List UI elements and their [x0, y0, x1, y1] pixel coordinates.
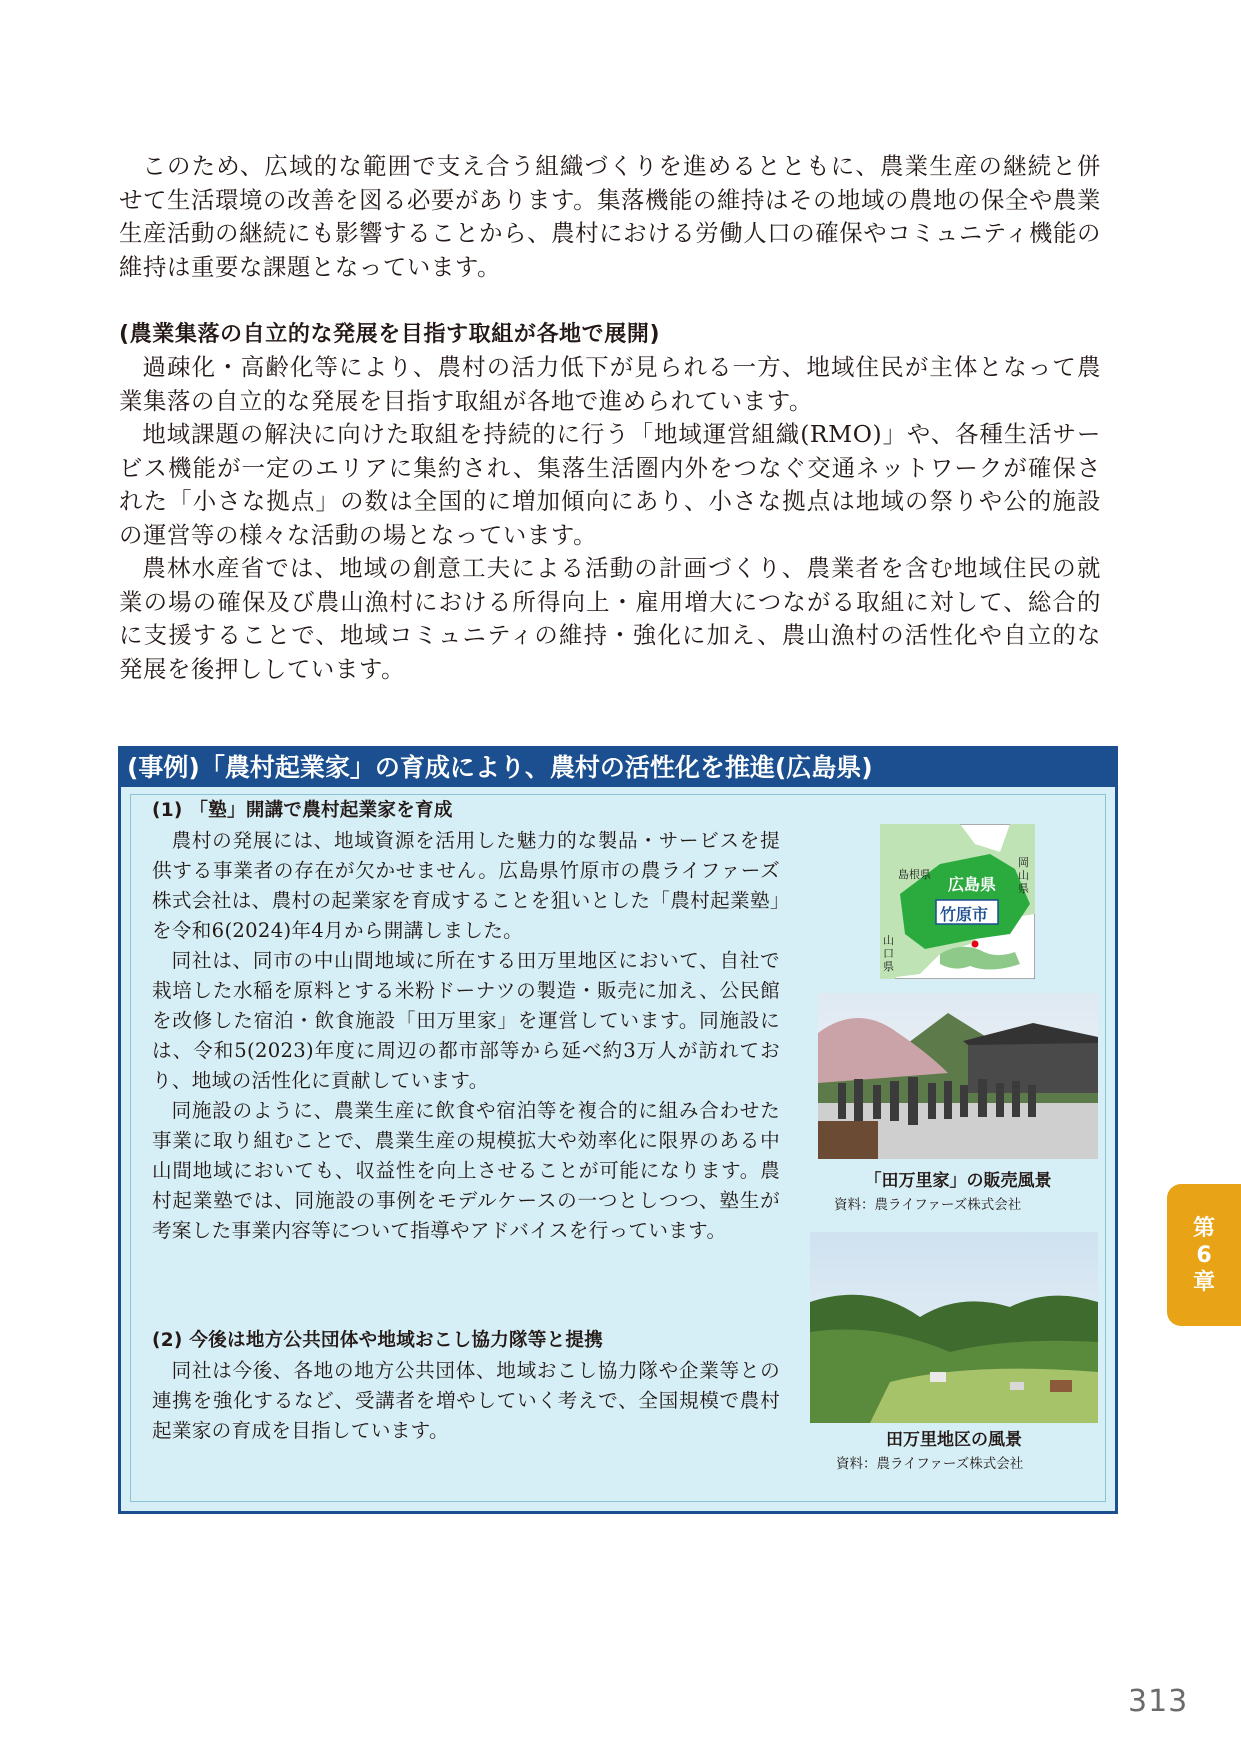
- intro-paragraph: このため、広域的な範囲で支え合う組織づくりを進めるとともに、農業生産の継続と併せて生活環境の改善を図る必要があります。集落機能の維持はその地域の農地の保全や農業生産活動の継続にも影響することから、農村における労働人口の確保やコミュニティ機能の維持は重要な課題となっています。: [119, 152, 1101, 281]
- photo-shop-scene: [818, 993, 1098, 1159]
- location-map: [880, 824, 1035, 979]
- case-title: (事例)「農村起業家」の育成により、農村の活性化を推進(広島県): [121, 749, 1115, 787]
- section-text: [119, 318, 1101, 686]
- case-paragraph-4: 同社は今後、各地の地方公共団体、地域おこし協力隊や企業等との連携を強化するなど、受講者を増やしていく考えで、全国規模で農村起業家の育成を目指しています。: [152, 1359, 780, 1442]
- photo-landscape: [810, 1232, 1098, 1423]
- case-subheading-1: (1) 「塾」開講で農村起業家を育成: [152, 800, 453, 821]
- photo2-source: 資料：農ライファーズ株式会社: [836, 1456, 1024, 1472]
- case-paragraph-3: 同施設のように、農業生産に飲食や宿泊等を複合的に組み合わせた事業に取り組むことで、農業生産の規模拡大や効率化に限界のある中山間地域においても、収益性を向上させることが可能になります。農村起業塾では、同施設の事例をモデルケースの一つとしつつ、塾生が考案した事業内容等について指導やアドバイスを行っています。: [152, 1099, 780, 1242]
- case-paragraph-2: 同社は、同市の中山間地域に所在する田万里地区において、自社で栽培した水稲を原料とする米粉ドーナツの製造・販売に加え、公民館を改修した宿泊・飲食施設「田万里家」を運営しています。同施設には、令和5(2023)年度に周辺の都市部等から延べ約3万人が訪れており、地域の活性化に貢献しています。: [152, 949, 780, 1092]
- case-body-1: [152, 796, 780, 1246]
- photo-shop-graphic: [818, 993, 1098, 1159]
- chapter-tab-number: 6: [1196, 1242, 1212, 1268]
- case-body-2: [152, 1326, 780, 1446]
- photo1-source: 資料：農ライファーズ株式会社: [834, 1197, 1022, 1213]
- case-subheading-2: (2) 今後は地方公共団体や地域おこし協力隊等と提携: [152, 1330, 604, 1351]
- section-paragraph-1: 過疎化・高齢化等により、農村の活力低下が見られる一方、地域住民が主体となって農業集落の自立的な発展を目指す取組が各地で進められています。: [119, 353, 1101, 415]
- photo1-caption: 「田万里家」の販売風景: [864, 1171, 1052, 1191]
- section-paragraph-3: 農林水産省では、地域の創意工夫による活動の計画づくり、農業者を含む地域住民の就業の場の確保及び農山漁村における所得向上・雇用増大につながる取組に対して、総合的に支援することで、地域コミュニティの維持・強化に加え、農山漁村の活性化や自立的な発展を後押ししています。: [119, 554, 1101, 683]
- map-label-takehara: 竹原市: [940, 905, 989, 924]
- section-paragraph-2: 地域課題の解決に向けた取組を持続的に行う「地域運営組織(RMO)」や、各種生活サービス機能が一定のエリアに集約され、集落生活圏内外をつなぐ交通ネットワークが確保された「小さな拠点」の数は全国的に増加傾向にあり、小さな拠点は地域の祭りや公的施設の運営等の様々な活動の場となっています。: [119, 420, 1101, 549]
- photo2-caption: 田万里地区の風景: [886, 1430, 1022, 1450]
- intro-text: [119, 150, 1101, 284]
- chapter-tab[interactable]: [1167, 1184, 1241, 1326]
- page-number: 313: [1128, 1684, 1189, 1719]
- photo-landscape-graphic: [810, 1232, 1098, 1423]
- map-label-yamaguchi: 山口県: [883, 934, 894, 973]
- chapter-tab-char-1: 第: [1192, 1215, 1215, 1241]
- map-label-hiroshima: 広島県: [948, 875, 997, 894]
- section-heading: (農業集落の自立的な発展を目指す取組が各地で展開): [119, 322, 661, 347]
- case-paragraph-1: 農村の発展には、地域資源を活用した魅力的な製品・サービスを提供する事業者の存在が欠かせません。広島県竹原市の農ライファーズ株式会社は、農村の起業家を育成することを狙いとした「農村起業塾」を令和6(2024)年4月から開講しました。: [152, 829, 780, 942]
- chapter-tab-char-2: 章: [1192, 1269, 1215, 1295]
- map-label-shimane: 島根県: [898, 868, 931, 881]
- map-label-okayama: 岡山県: [1018, 856, 1029, 895]
